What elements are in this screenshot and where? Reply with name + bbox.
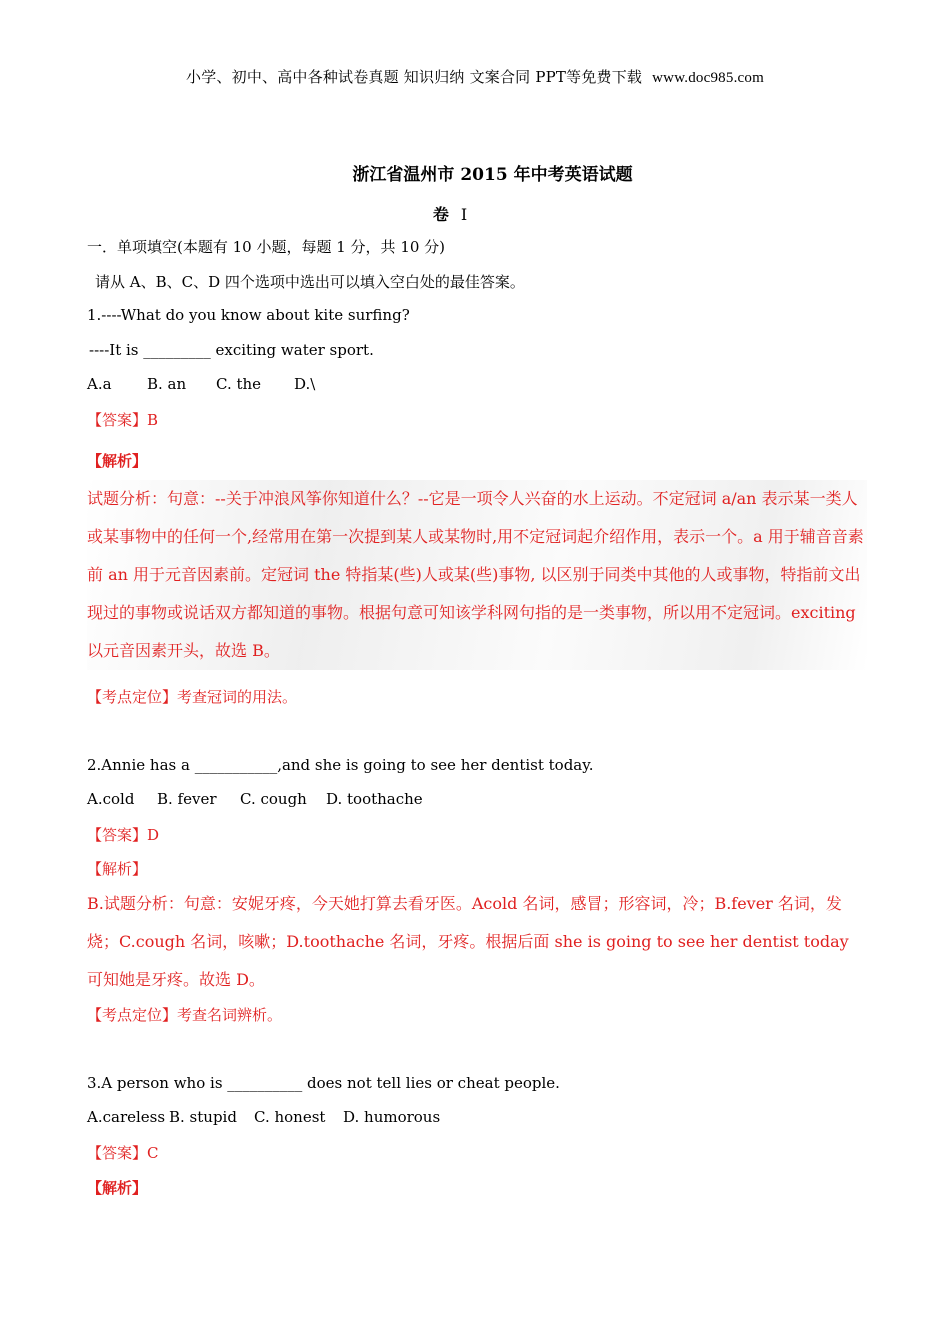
q3-option-b: B. stupid: [169, 1108, 237, 1126]
q2-analysis: B.试题分析：句意：安妮牙疼，今天她打算去看牙医。Acold 名词，感冒；形容词，冷；B.fever 名词，发烧；C.cough 名词，咳嗽；D.toothache 名词，牙疼。根据后面 she is going to see her dentist today 可知她是牙疼。故选 D。: [87, 894, 849, 989]
q1-option-c: C. the: [216, 375, 262, 393]
q2-option-a: A.cold: [87, 790, 135, 808]
q2-point: 【考点定位】考查名词辨析。: [87, 1006, 283, 1024]
q1-point: 【考点定位】考查冠词的用法。: [87, 688, 298, 706]
q1-stem-line2: ----It is _________ exciting water sport.: [89, 341, 374, 359]
q3-answer: [87, 1142, 159, 1163]
page-header: [0, 66, 950, 87]
q3-option-a: A.careless: [87, 1108, 166, 1126]
q1-answer-value: B: [147, 411, 159, 429]
q3-answer-label: 【答案】: [87, 1144, 148, 1162]
q3-options: [87, 1108, 440, 1126]
q1-answer-label: 【答案】: [87, 411, 148, 429]
q3-analysis-label: 【解析】: [87, 1179, 148, 1197]
q2-answer-label: 【答案】: [87, 826, 148, 844]
q1-option-d: D.\: [294, 375, 316, 393]
q2-options: [87, 790, 423, 808]
q2-stem-line1: 2.Annie has a ___________,and she is going to see her dentist today.: [87, 756, 594, 774]
q2-option-b: B. fever: [157, 790, 217, 808]
q3-option-d: D. humorous: [343, 1108, 441, 1126]
q3-stem-line1: 3.A person who is __________ does not tell lies or cheat people.: [87, 1074, 560, 1092]
q1-option-a: A.a: [87, 375, 112, 393]
q3-option-c: C. honest: [254, 1108, 326, 1126]
q1-option-b: B. an: [147, 375, 187, 393]
instruction: 请从 A、B、C、D 四个选项中选出可以填入空白处的最佳答案。: [95, 273, 525, 291]
volume-number: I: [460, 205, 468, 224]
header-site[interactable]: www.doc985.com: [652, 70, 764, 86]
volume-heading: [0, 202, 900, 225]
q1-analysis-label: 【解析】: [87, 452, 148, 470]
q2-answer-value: D: [147, 826, 160, 844]
q2-answer: [87, 824, 159, 845]
header-text: 小学、初中、高中各种试卷真题 知识归纳 文案合同 PPT等免费下载: [186, 68, 643, 86]
q1-answer: [87, 409, 158, 430]
volume-label: 卷: [432, 205, 449, 224]
q2-option-d: D. toothache: [326, 790, 423, 808]
q1-stem-line1: 1.----What do you know about kite surfing?: [87, 306, 410, 324]
section-title: 一．单项填空(本题有 10 小题，每题 1 分，共 10 分): [87, 238, 446, 256]
q1-analysis: 试题分析：句意：--关于冲浪风筝你知道什么？--它是一项令人兴奋的水上运动。不定冠词 a/an 表示某一类人或某事物中的任何一个,经常用在第一次提到某人或某物时,用不定冠词起介绍作用，表示一个。a 用于辅音音素前 an 用于元音因素前。定冠词 the 特指某(些)人或某(些)事物, 以区别于同类中其他的人或事物，特指前文出现过的事物或说话双方都知道的事物。根据句意可知该学科网句指的是一类事物，所以用不定冠词。exciting 以元音因素开头，故选 B。: [87, 480, 867, 670]
q1-options: [87, 375, 315, 393]
q2-analysis-label: 【解析】: [87, 860, 148, 878]
document-title: 浙江省温州市 2015 年中考英语试题: [352, 165, 633, 185]
q2-option-c: C. cough: [240, 790, 307, 808]
q3-answer-value: C: [147, 1144, 159, 1162]
